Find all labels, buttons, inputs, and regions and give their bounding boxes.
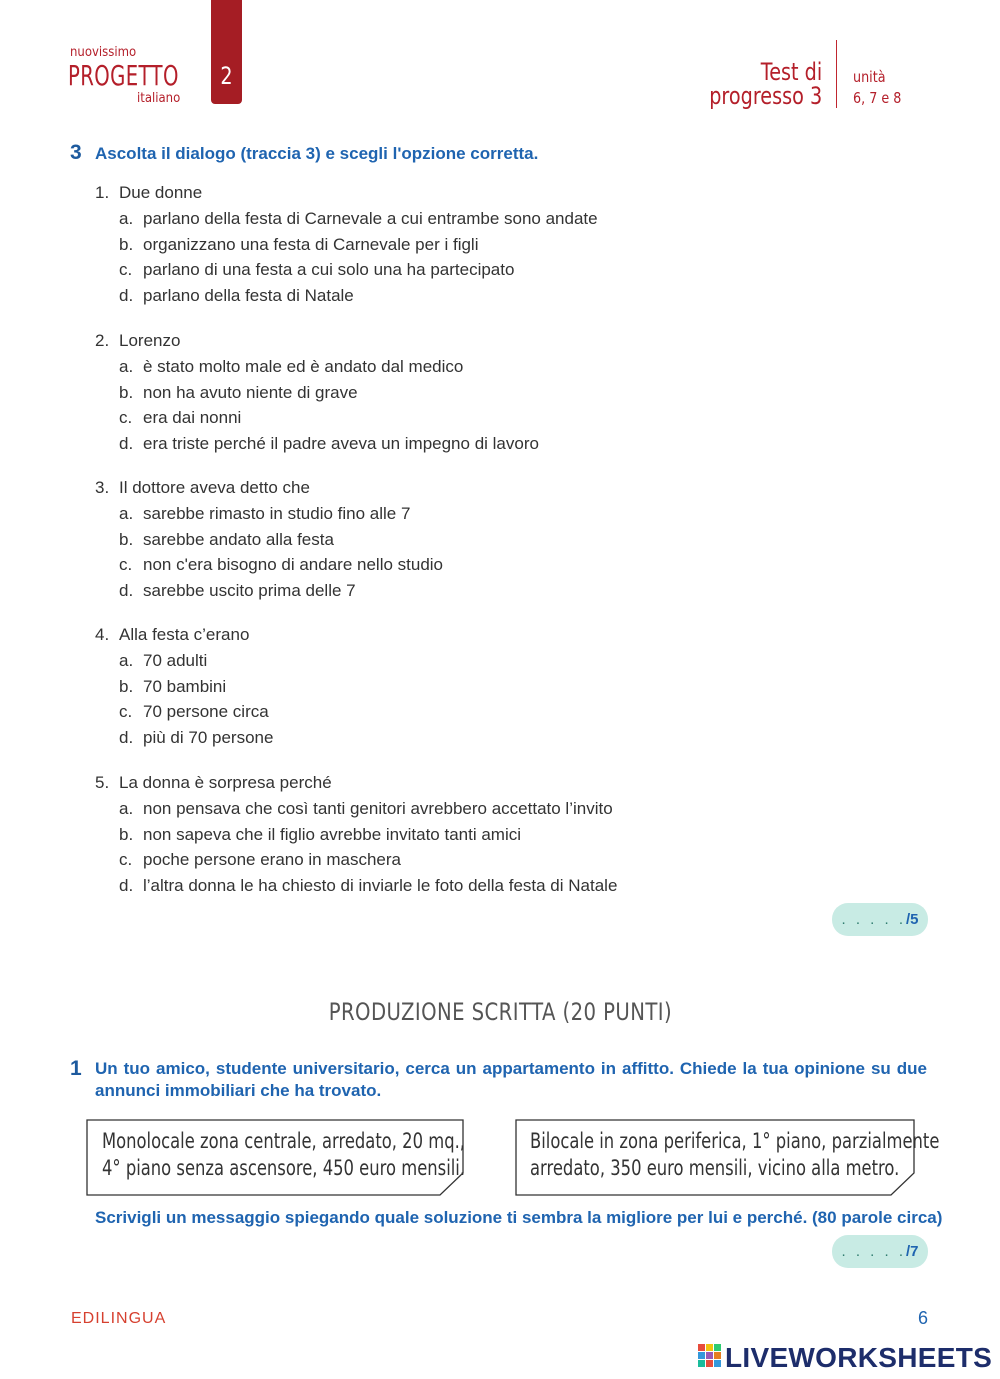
- question-text: Alla festa c’erano: [119, 625, 250, 644]
- question-number: 2.: [95, 331, 110, 350]
- question-2: [95, 328, 735, 457]
- option-text: parlano della festa di Carnevale a cui entrambe sono andate: [143, 208, 598, 228]
- exercise-3-number: 3: [70, 141, 82, 164]
- option-text: più di 70 persone: [143, 728, 274, 748]
- test-title-line1: Test di: [760, 58, 822, 86]
- option[interactable]: [95, 206, 735, 232]
- option[interactable]: [95, 232, 735, 258]
- option-letter: a.: [119, 503, 134, 523]
- option-text: era dai nonni: [143, 408, 242, 428]
- option-text: non pensava che così tanti genitori avrebbero accettato l’invito: [143, 798, 613, 818]
- liveworksheets-icon: [698, 1344, 722, 1368]
- header-divider: [836, 40, 837, 108]
- option-text: 70 bambini: [143, 676, 227, 696]
- option[interactable]: [95, 501, 735, 527]
- ad-1-line2: 4° piano senza ascensore, 450 euro mensili.: [102, 1156, 466, 1180]
- brand-title: PROGETTO: [68, 59, 179, 92]
- level-tab: [211, 0, 242, 104]
- option[interactable]: [95, 380, 735, 406]
- option-text: non ha avuto niente di grave: [143, 382, 358, 402]
- option[interactable]: [95, 283, 735, 309]
- question-5: [95, 770, 735, 899]
- option-letter: d.: [119, 728, 134, 748]
- question-number: 5.: [95, 773, 110, 792]
- question-4: [95, 622, 735, 751]
- option-letter: c.: [119, 555, 133, 575]
- option-letter: d.: [119, 876, 134, 896]
- option-text: non c'era bisogno di andare nello studio: [143, 555, 444, 575]
- option-text: l’altra donna le ha chiesto di inviarle le foto della festa di Natale: [143, 876, 618, 896]
- option-text: poche persone erano in maschera: [143, 850, 401, 870]
- option-letter: a.: [119, 798, 134, 818]
- option[interactable]: [95, 405, 735, 431]
- option-letter: a.: [119, 650, 134, 670]
- option-text: 70 persone circa: [143, 702, 269, 722]
- option[interactable]: [95, 257, 735, 283]
- exercise-3-instruction: Ascolta il dialogo (traccia 3) e scegli l'opzione corretta.: [95, 144, 539, 163]
- score-total: /7: [906, 1243, 919, 1260]
- option-letter: b.: [119, 824, 134, 844]
- option-text: parlano della festa di Natale: [143, 286, 354, 306]
- level-number: 2: [220, 62, 233, 90]
- option-text: sarebbe andato alla festa: [143, 529, 334, 549]
- publisher-logo: EDILINGUA: [71, 1310, 167, 1327]
- score-box-exercise-3[interactable]: [832, 903, 928, 936]
- section-title: [0, 998, 1000, 1026]
- option-text: non sapeva che il figlio avrebbe invitato tanti amici: [143, 824, 521, 844]
- option[interactable]: [95, 552, 735, 578]
- units-line1: unità: [853, 68, 886, 86]
- option[interactable]: [95, 699, 735, 725]
- question-text: Il dottore aveva detto che: [119, 478, 310, 497]
- exercise-1-instruction: Un tuo amico, studente universitario, cerca un appartamento in affitto. Chiede la tua opinione su due annunci immobiliari che ha trovato.: [95, 1059, 927, 1100]
- question-text: Lorenzo: [119, 331, 181, 350]
- option-letter: c.: [119, 408, 133, 428]
- option[interactable]: [95, 847, 735, 873]
- option[interactable]: [95, 822, 735, 848]
- option[interactable]: [95, 796, 735, 822]
- option-letter: b.: [119, 234, 134, 254]
- option[interactable]: [95, 527, 735, 553]
- ad-1-line1: Monolocale zona centrale, arredato, 20 mq.,: [102, 1129, 466, 1153]
- option-text: organizzano una festa di Carnevale per i figli: [143, 234, 479, 254]
- score-dots: . . . . .: [841, 911, 906, 928]
- test-title: [709, 60, 822, 108]
- ad-2-line1: Bilocale in zona periferica, 1° piano, parzialmente: [530, 1129, 940, 1153]
- units-line2: 6, 7 e 8: [853, 89, 902, 107]
- ad-2-line2: arredato, 350 euro mensili, vicino alla metro.: [530, 1156, 900, 1180]
- option-letter: c.: [119, 260, 133, 280]
- option[interactable]: [95, 431, 735, 457]
- option-letter: b.: [119, 382, 134, 402]
- brand-top-text: nuovissimo: [70, 45, 137, 60]
- question-number: 4.: [95, 625, 110, 644]
- option[interactable]: [95, 725, 735, 751]
- option-letter: d.: [119, 581, 134, 601]
- option-text: 70 adulti: [143, 650, 208, 670]
- page-number: 6: [918, 1308, 929, 1328]
- option[interactable]: [95, 873, 735, 899]
- score-total: /5: [906, 911, 919, 928]
- option-letter: c.: [119, 850, 133, 870]
- ad-box-1: [102, 1128, 465, 1182]
- option-text: era triste perché il padre aveva un impegno di lavoro: [143, 434, 539, 454]
- option-letter: b.: [119, 676, 134, 696]
- section-title-text: PRODUZIONE SCRITTA (20 PUNTI): [328, 998, 672, 1026]
- option-letter: d.: [119, 434, 134, 454]
- question-text: La donna è sorpresa perché: [119, 773, 332, 792]
- test-title-line2: progresso 3: [709, 82, 822, 110]
- option-letter: a.: [119, 208, 134, 228]
- option[interactable]: [95, 674, 735, 700]
- option-letter: c.: [119, 702, 133, 722]
- option-text: sarebbe rimasto in studio fino alle 7: [143, 503, 411, 523]
- option-text: sarebbe uscito prima delle 7: [143, 581, 356, 601]
- liveworksheets-watermark: LIVEWORKSHEETS: [725, 1342, 993, 1373]
- exercise-1-number: 1: [70, 1057, 82, 1080]
- question-text: Due donne: [119, 183, 203, 202]
- option[interactable]: [95, 578, 735, 604]
- units-label: [853, 67, 901, 109]
- score-dots: . . . . .: [841, 1243, 906, 1260]
- option-text: è stato molto male ed è andato dal medico: [143, 356, 464, 376]
- option-letter: d.: [119, 286, 134, 306]
- option-letter: b.: [119, 529, 134, 549]
- ad-box-2: [530, 1128, 939, 1182]
- writing-task: Scrivigli un messaggio spiegando quale soluzione ti sembra la migliore per lui e perché. (80 parole circa): [95, 1208, 943, 1227]
- option-letter: a.: [119, 356, 134, 376]
- question-3: [95, 475, 735, 604]
- question-number: 1.: [95, 183, 110, 202]
- score-box-exercise-1[interactable]: [832, 1235, 928, 1268]
- brand-bottom-text: italiano: [137, 91, 181, 106]
- option[interactable]: [95, 354, 735, 380]
- question-number: 3.: [95, 478, 110, 497]
- option-text: parlano di una festa a cui solo una ha partecipato: [143, 260, 515, 280]
- question-1: [95, 180, 735, 309]
- option[interactable]: [95, 648, 735, 674]
